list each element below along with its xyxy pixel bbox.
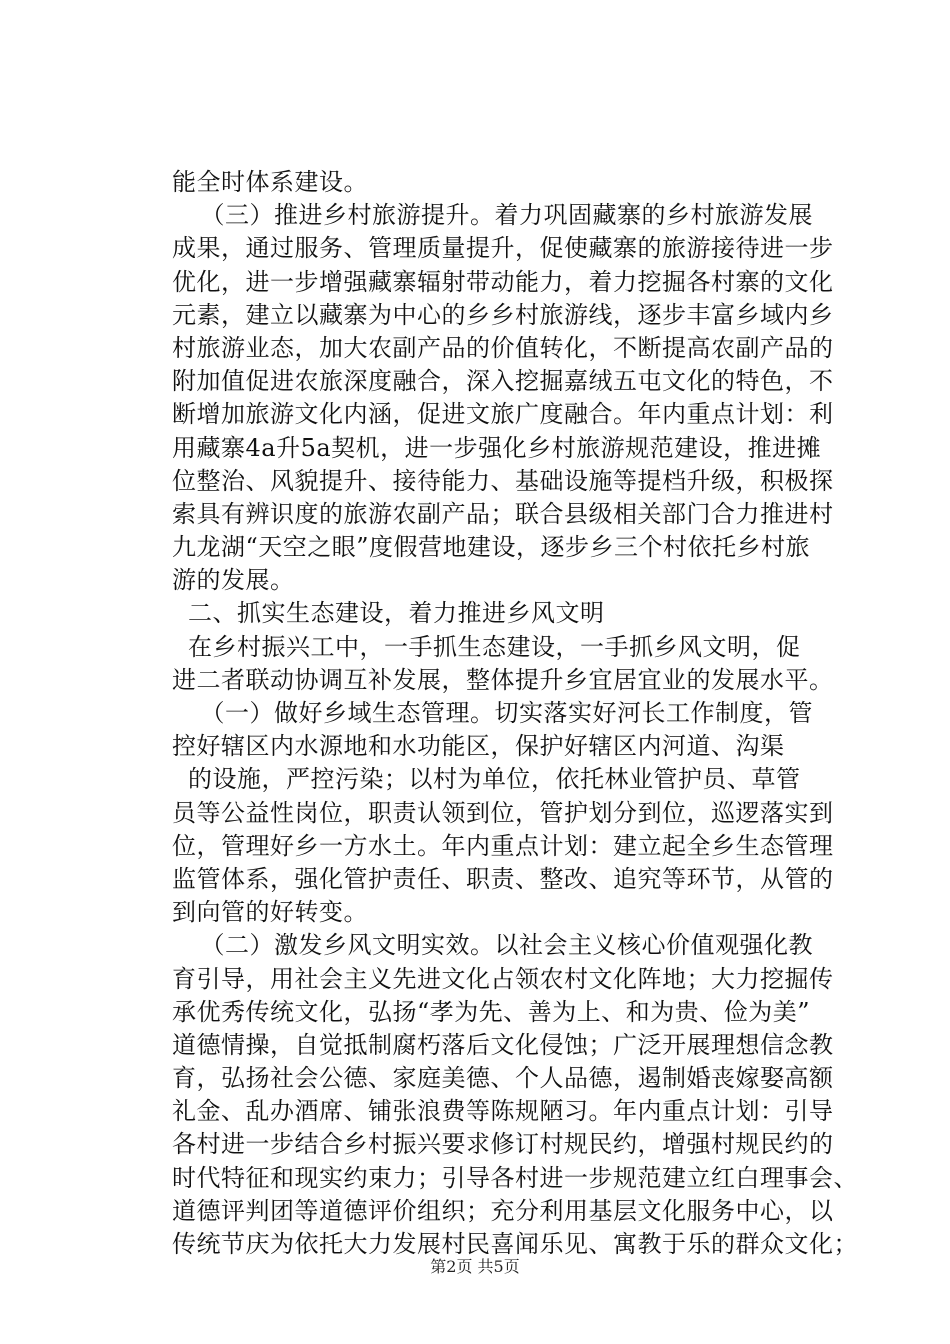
text-line: 员等公益性岗位，职责认领到位，管护划分到位，巡逻落实到 bbox=[172, 798, 834, 827]
text-line: （二）激发乡风文明实效。以社会主义核心价值观强化教 bbox=[188, 931, 813, 960]
text-line: 控好辖区内水源地和水功能区，保护好辖区内河道、沟渠 bbox=[172, 732, 785, 761]
document-body bbox=[172, 166, 858, 1261]
text-line: 优化，进一步增强藏寨辐射带动能力，着力挖掘各村寨的文化 bbox=[172, 267, 834, 296]
text-line: 传统节庆为依托大力发展村民喜闻乐见、寓教于乐的群众文化； bbox=[172, 1230, 858, 1258]
text-line: 育引导，用社会主义先进文化占领农村文化阵地；大力挖掘传 bbox=[172, 964, 834, 993]
page-number: 第2页 共5页 bbox=[430, 1257, 520, 1276]
text-line: 索具有辨识度的旅游农副产品；联合县级相关部门合力推进村 bbox=[172, 499, 834, 528]
text-line: 断增加旅游文化内涵，促进文旅广度融合。年内重点计划：利 bbox=[172, 400, 834, 429]
section-heading: 二、抓实生态建设，着力推进乡风文明 bbox=[188, 599, 605, 628]
text-line: 九龙湖“天空之眼”度假营地建设，逐步乡三个村依托乡村旅 bbox=[172, 533, 811, 562]
text-line: 监管体系，强化管护责任、职责、整改、追究等环节，从管的 bbox=[172, 864, 834, 893]
text-line: 村旅游业态，加大农副产品的价值转化，不断提高农副产品的 bbox=[172, 333, 834, 362]
text-line: 道德评判团等道德评价组织；充分利用基层文化服务中心，以 bbox=[172, 1196, 834, 1225]
text-line: 育，弘扬社会公德、家庭美德、个人品德，遏制婚丧嫁娶高额 bbox=[172, 1064, 834, 1093]
text-line: 礼金、乱办酒席、铺张浪费等陈规陋习。年内重点计划：引导 bbox=[172, 1097, 834, 1126]
text-line: （三）推进乡村旅游提升。着力巩固藏寨的乡村旅游发展 bbox=[188, 201, 813, 230]
text-line: 道德情操，自觉抵制腐朽落后文化侵蚀；广泛开展理想信念教 bbox=[172, 1030, 834, 1059]
text-line: （一）做好乡域生态管理。切实落实好河长工作制度，管 bbox=[188, 699, 813, 727]
text-line: 用藏寨4a升5a契机，进一步强化乡村旅游规范建设，推进摊 bbox=[172, 433, 822, 462]
text-line: 能全时体系建设。 bbox=[172, 168, 368, 196]
text-line: 在乡村振兴工中，一手抓生态建设，一手抓乡风文明，促 bbox=[188, 632, 801, 661]
text-line: 游的发展。 bbox=[172, 566, 295, 595]
text-line: 元素，建立以藏寨为中心的乡乡村旅游线，逐步丰富乡域内乡 bbox=[172, 300, 834, 329]
text-line: 成果，通过服务、管理质量提升，促使藏寨的旅游接待进一步 bbox=[172, 234, 834, 263]
text-line: 承优秀传统文化，弘扬“孝为先、善为上、和为贵、俭为美” bbox=[172, 997, 811, 1026]
text-line: 进二者联动协调互补发展，整体提升乡宜居宜业的发展水平。 bbox=[172, 665, 834, 694]
text-line: 附加值促进农旅深度融合，深入挖掘嘉绒五屯文化的特色，不 bbox=[172, 367, 834, 396]
text-line: 位整治、风貌提升、接待能力、基础设施等提档升级，积极探 bbox=[172, 466, 834, 495]
text-line: 到向管的好转变。 bbox=[172, 898, 368, 927]
text-line: 位，管理好乡一方水土。年内重点计划：建立起全乡生态管理 bbox=[172, 831, 834, 860]
text-line: 各村进一步结合乡村振兴要求修订村规民约，增强村规民约的 bbox=[172, 1130, 834, 1159]
text-line: 时代特征和现实约束力；引导各村进一步规范建立红白理事会、 bbox=[172, 1163, 858, 1192]
text-line: 的设施，严控污染；以村为单位，依托林业管护员、草管 bbox=[188, 765, 801, 794]
